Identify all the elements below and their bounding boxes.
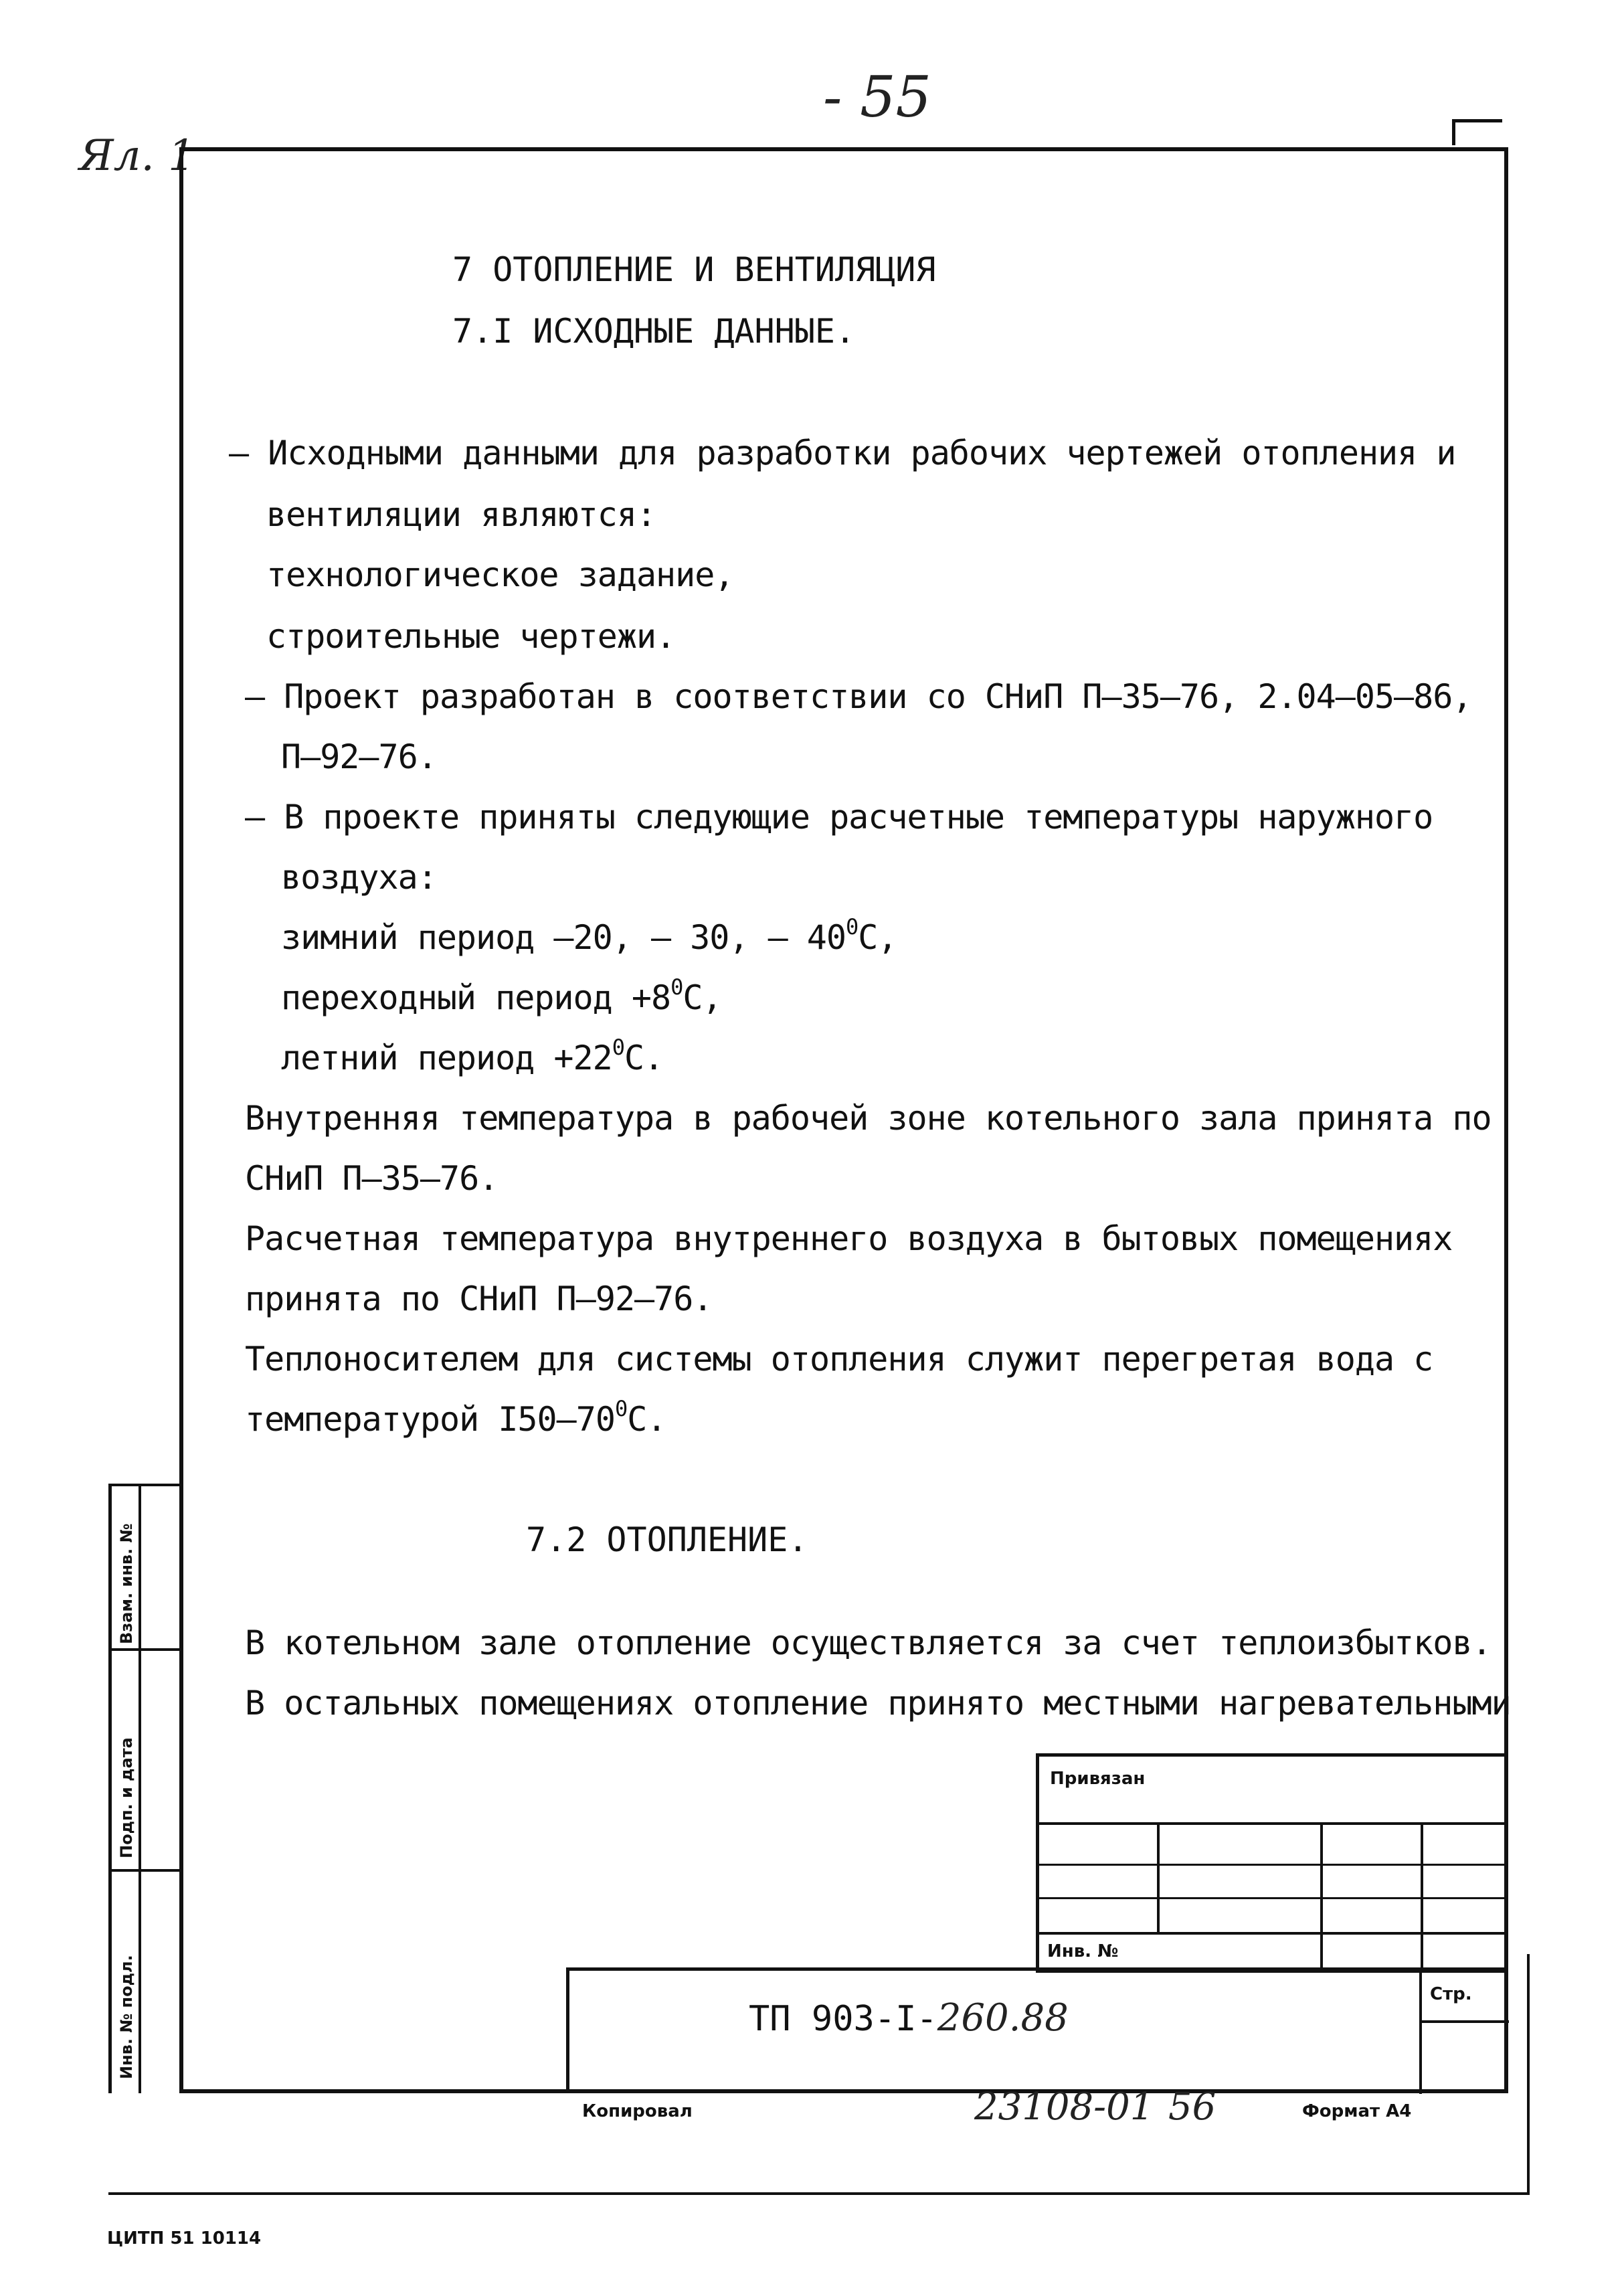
side-cell-replacement (112, 1484, 179, 1651)
tb-vline (1421, 1822, 1423, 1973)
temperature-text: зимний период –20, – 30, – 40 (281, 918, 846, 957)
binding-label: Привязан (1050, 1769, 1146, 1789)
designation-handwritten: 260.88 (937, 1996, 1069, 2040)
side-cell-inventory (112, 1872, 179, 2093)
tb-vline (1320, 1822, 1323, 1973)
temperature-unit: С, (683, 978, 722, 1017)
trim-line-right (1527, 1954, 1530, 2195)
tb-vline (1419, 1971, 1422, 2094)
text-line-transition-temperature (281, 974, 722, 1017)
subsection-heading: 7.I ИСХОДНЫЕ ДАННЫЕ. (452, 312, 856, 351)
text-line: Расчетная температура внутреннего воздуха в бытовых помещениях (245, 1219, 1453, 1258)
text-line: вентиляции являются: (266, 495, 656, 534)
text-line: В котельном зале отопление осуществляется за счет теплоизбытков. (245, 1623, 1492, 1662)
sheet-label: Стр. (1430, 1984, 1472, 2004)
side-label: Взам. инв. № (117, 1523, 136, 1644)
text-line: – Исходными данными для разработки рабочих чертежей отопления и (229, 434, 1456, 472)
side-label: Инв. № подл. (117, 1955, 136, 2079)
format-label: Формат А4 (1302, 2101, 1412, 2121)
side-label: Подп. и дата (117, 1737, 136, 1858)
tb-line (1039, 1932, 1508, 1935)
temperature-text: температурой I50–70 (245, 1400, 615, 1439)
text-line: СНиП П–35–76. (245, 1159, 499, 1198)
print-code: ЦИТП 51 10114 (107, 2228, 262, 2248)
tb-vline (1157, 1822, 1160, 1935)
designation-printed: ТП 903-I- (749, 1999, 937, 2039)
text-line: Теплоносителем для системы отопления служит перегретая вода с (245, 1340, 1433, 1379)
degree-mark: 0 (845, 914, 859, 940)
inventory-label: Инв. № (1047, 1941, 1119, 1961)
tb-line (1039, 1822, 1508, 1825)
text-line: – В проекте приняты следующие расчетные температуры наружного (245, 798, 1433, 836)
text-line: П–92–76. (281, 737, 437, 776)
section-heading: 7 ОТОПЛЕНИЕ И ВЕНТИЛЯЦИЯ (452, 250, 936, 289)
trim-line-bottom (108, 2192, 1530, 2195)
strip-divider (139, 1484, 141, 2093)
text-line: В остальных помещениях отопление принято местными нагревательными (245, 1684, 1511, 1723)
designation-block (566, 1967, 1508, 2093)
tb-line (1419, 2020, 1509, 2023)
degree-mark: 0 (612, 1035, 625, 1060)
degree-mark: 0 (670, 974, 683, 1000)
text-line-winter-temperature (281, 914, 897, 957)
degree-mark: 0 (614, 1396, 628, 1421)
binding-block (1036, 1753, 1508, 1973)
handwritten-page-number: - 55 (823, 64, 931, 130)
tb-line (1039, 1864, 1508, 1866)
text-line: воздуха: (281, 858, 437, 897)
copied-label: Копировал (582, 2101, 693, 2121)
tb-line (1039, 1897, 1508, 1899)
order-number: 23108-01 (974, 2085, 1154, 2129)
side-cell-signature (112, 1651, 179, 1872)
temperature-unit: С, (858, 918, 897, 957)
corner-mark (1452, 119, 1502, 145)
designation (749, 1996, 1069, 2040)
handwritten-sheet-mark: Ял. 1 (79, 131, 195, 181)
text-line: технологическое задание, (266, 555, 734, 594)
temperature-unit: С. (624, 1039, 664, 1077)
subsection-heading-heating: 7.2 ОТОПЛЕНИЕ. (526, 1520, 808, 1559)
text-line-coolant-temperature (245, 1396, 666, 1439)
temperature-text: переходный период +8 (281, 978, 671, 1017)
text-line-summer-temperature (281, 1035, 664, 1077)
temperature-text: летний период +22 (281, 1039, 612, 1077)
text-line: Внутренняя температура в рабочей зоне котельного зала принята по (245, 1099, 1492, 1138)
sheet-number: 56 (1168, 2085, 1216, 2129)
text-line: строительные чертежи. (266, 617, 676, 656)
temperature-unit: С. (627, 1400, 666, 1439)
text-line: принята по СНиП П–92–76. (245, 1280, 713, 1318)
text-line: – Проект разработан в соответствии со СНиП П–35–76, 2.04–05–86, (245, 677, 1472, 716)
side-stamp-strip (108, 1484, 179, 2093)
